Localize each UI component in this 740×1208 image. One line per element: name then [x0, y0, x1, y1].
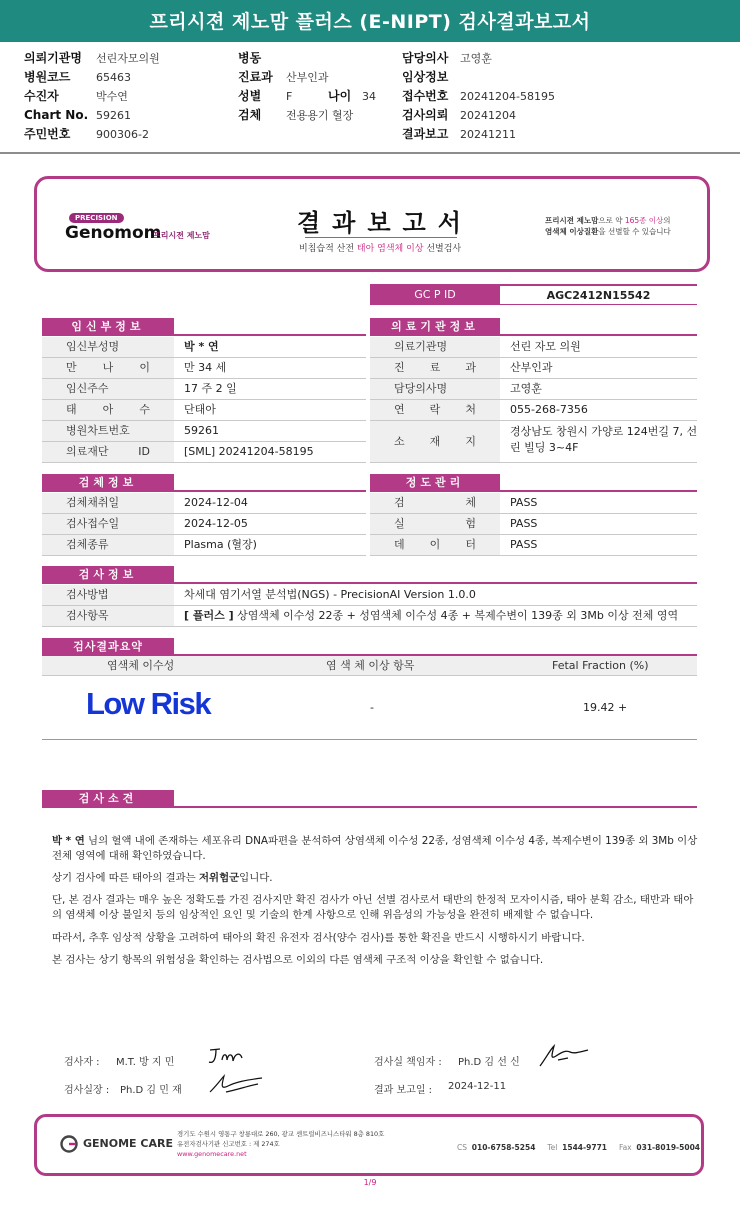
specimen-section-head: 검체정보	[42, 474, 174, 492]
qc-section-line	[500, 490, 697, 492]
table-row: 검체채취일 2024-12-04	[42, 493, 366, 514]
header-resident-no: 주민번호 900306-2	[24, 127, 149, 141]
report-header	[0, 42, 740, 154]
title-underline	[305, 237, 457, 238]
footer-url[interactable]: www.genomecare.net	[177, 1150, 247, 1158]
gcid-value: AGC2412N15542	[500, 284, 697, 305]
genome-care-icon	[59, 1134, 79, 1154]
summary-col-items: 염 색 체 이상 항목	[326, 659, 415, 672]
header-sex: 성별 F	[238, 89, 293, 103]
table-row: 태 아 수 단태아	[42, 400, 366, 421]
header-patient: 수진자 박수연	[24, 89, 128, 103]
header-doctor: 담당의사 고영훈	[402, 51, 492, 65]
director-signature	[206, 1070, 266, 1098]
page-number: 1/9	[363, 1178, 377, 1187]
genomom-subtitle: 프리시젼 제노맘	[153, 231, 210, 240]
table-row: 임신부성명 박 * 연	[42, 337, 366, 358]
table-row: 검체종류 Plasma (혈장)	[42, 535, 366, 556]
report-page	[0, 156, 740, 1208]
table-row: 임신주수 17 주 2 일	[42, 379, 366, 400]
table-row: 의료기관명 선린 자모 의원	[370, 337, 697, 358]
gcid-label: GC P ID	[370, 284, 500, 305]
header-age: 나이 34	[328, 89, 376, 103]
institution-section-head: 의료기관정보	[370, 318, 500, 336]
patient-section-head: 임신부정보	[42, 318, 174, 336]
document-title: 프리시젼 제노맘 플러스 (E-NIPT) 검사결과보고서	[0, 0, 740, 42]
report-subtitle: 비침습적 산전 태아 염색체 이상 선별검사	[299, 244, 462, 254]
genomom-logo: Genomom	[65, 223, 162, 243]
table-row: 검사접수일 2024-12-05	[42, 514, 366, 535]
summary-items-value: -	[370, 701, 374, 714]
table-row: 소 재 지 경상남도 창원시 가양로 124번길 7, 선 린 빌딩 3~4F	[370, 421, 697, 463]
table-row: 실 험 PASS	[370, 514, 697, 535]
table-row: 검 체 PASS	[370, 493, 697, 514]
header-chart-no: Chart No. 59261	[24, 108, 131, 122]
low-risk-result: Low Risk	[86, 686, 211, 721]
table-row: 만 나 이 만 34 세	[42, 358, 366, 379]
report-title: 결과보고서	[297, 208, 473, 237]
lab-head-signature	[534, 1042, 592, 1070]
opinion-section-head: 검사소견	[42, 790, 174, 808]
table-row: 담당의사명 고영훈	[370, 379, 697, 400]
lab-head-label: 검사실 책임자 :	[374, 1057, 442, 1068]
report-date-label: 결과 보고일 :	[374, 1085, 433, 1096]
opinion-section-line	[174, 806, 697, 808]
director-label: 검사실장 :	[64, 1085, 110, 1096]
summary-col-aneuploidy: 염색체 이수성	[107, 659, 175, 672]
report-banner	[34, 176, 710, 272]
qc-section-head: 정도관리	[370, 474, 500, 492]
summary-header-row	[42, 656, 697, 676]
summary-bottom-line	[42, 739, 697, 740]
header-report-date: 결과보고 20241211	[402, 127, 516, 141]
opinion-paragraph-2: 상기 검사에 따른 태아의 결과는 저위험군입니다.	[52, 872, 273, 884]
header-receipt-no: 접수번호 20241204-58195	[402, 89, 555, 103]
table-row: 의료재단 ID [SML] 20241204-58195	[42, 442, 366, 463]
tester-signature	[206, 1044, 252, 1068]
fetal-fraction-value: 19.42 +	[583, 701, 628, 714]
header-department: 진료과 산부인과	[238, 70, 329, 84]
footer-address: 경기도 수원시 영통구 창룡대로 260, 광교 센트럴비즈니스타워 8층 810호 유전자검사기관 신고번호 : 제 274호 www.genomecare.net	[177, 1130, 385, 1158]
table-row: 연 락 처 055-268-7356	[370, 400, 697, 421]
header-request-date: 검사의뢰 20241204	[402, 108, 516, 122]
opinion-paragraph-3: 단, 본 검사 결과는 매우 높은 정확도를 가진 검사지만 확진 검사가 아닌 선별 검사로서 태반의 한정적 모자이시즘, 태아 분획 감소, 태반과 태아의 염색체 이상 불일치 등의 임상적인 요인 및 기술의 한계 사항으로 인해 위음성의 가능성을 완전히 배제할 수 없습니다.	[52, 894, 694, 921]
report-date-value: 2024-12-11	[448, 1081, 507, 1092]
header-ward: 병동	[238, 51, 262, 65]
table-row: 병원차트번호 59261	[42, 421, 366, 442]
lab-head-name: Ph.D 김 선 신	[458, 1057, 520, 1068]
precision-badge: PRECISION	[69, 213, 124, 223]
director-name: Ph.D 김 민 재	[120, 1085, 182, 1096]
table-row: 데 이 터 PASS	[370, 535, 697, 556]
opinion-paragraph-4: 따라서, 추후 임상적 상황을 고려하여 태아의 확진 유전자 검사(양수 검사)를 통한 확진을 반드시 시행하시기 바랍니다.	[52, 932, 585, 944]
tester-name: M.T. 방 지 민	[116, 1057, 175, 1068]
opinion-paragraph-1: 박 * 연 님의 혈액 내에 존재하는 세포유리 DNA파편을 분석하여 상염색체 이수성 22종, 성염색체 이수성 4종, 복제수변이 139종 외 3Mb 이상 전체 영역에 대해 확인하였습니다.	[52, 835, 698, 862]
tester-label: 검사자 :	[64, 1057, 100, 1068]
header-institution: 의뢰기관명 선린자모의원	[24, 51, 160, 65]
table-row: 검사방법 차세대 염기서열 분석법(NGS) - PrecisionAI Version 1.0.0	[42, 585, 697, 606]
summary-section-head: 검사결과요약	[42, 638, 174, 656]
genome-care-logo: GENOME CARE	[83, 1137, 173, 1150]
header-clinical-info: 임상정보	[402, 70, 449, 84]
table-row: 검사항목 [ 플러스 ] 상염색체 이수성 22종 + 성염색체 이수성 4종 + 복제수변이 139종 외 3Mb 이상 전체 영역	[42, 606, 697, 627]
table-row: 진 료 과 산부인과	[370, 358, 697, 379]
summary-col-ff: Fetal Fraction (%)	[552, 659, 649, 672]
opinion-paragraph-5: 본 검사는 상기 항목의 위험성을 확인하는 검사법으로 이외의 다른 염색체 구조적 이상을 확인할 수 없습니다.	[52, 954, 544, 966]
patient-section-line	[174, 334, 366, 336]
header-hospital-code: 병원코드 65463	[24, 70, 131, 84]
footer-box	[34, 1114, 704, 1176]
test-section-head: 검사정보	[42, 566, 174, 584]
banner-tagline: 프리시젼 제노맘으로 약 165종 이상의 염색체 이상질환을 선별할 수 있습니다	[545, 216, 671, 236]
test-section-line	[174, 582, 697, 584]
institution-section-line	[500, 334, 697, 336]
specimen-section-line	[174, 490, 366, 492]
footer-contacts: CS 010-6758-5254 Tel 1544-9771 Fax 031-8019-5004	[457, 1143, 701, 1152]
header-specimen: 검체 전용용기 혈장	[238, 108, 354, 122]
